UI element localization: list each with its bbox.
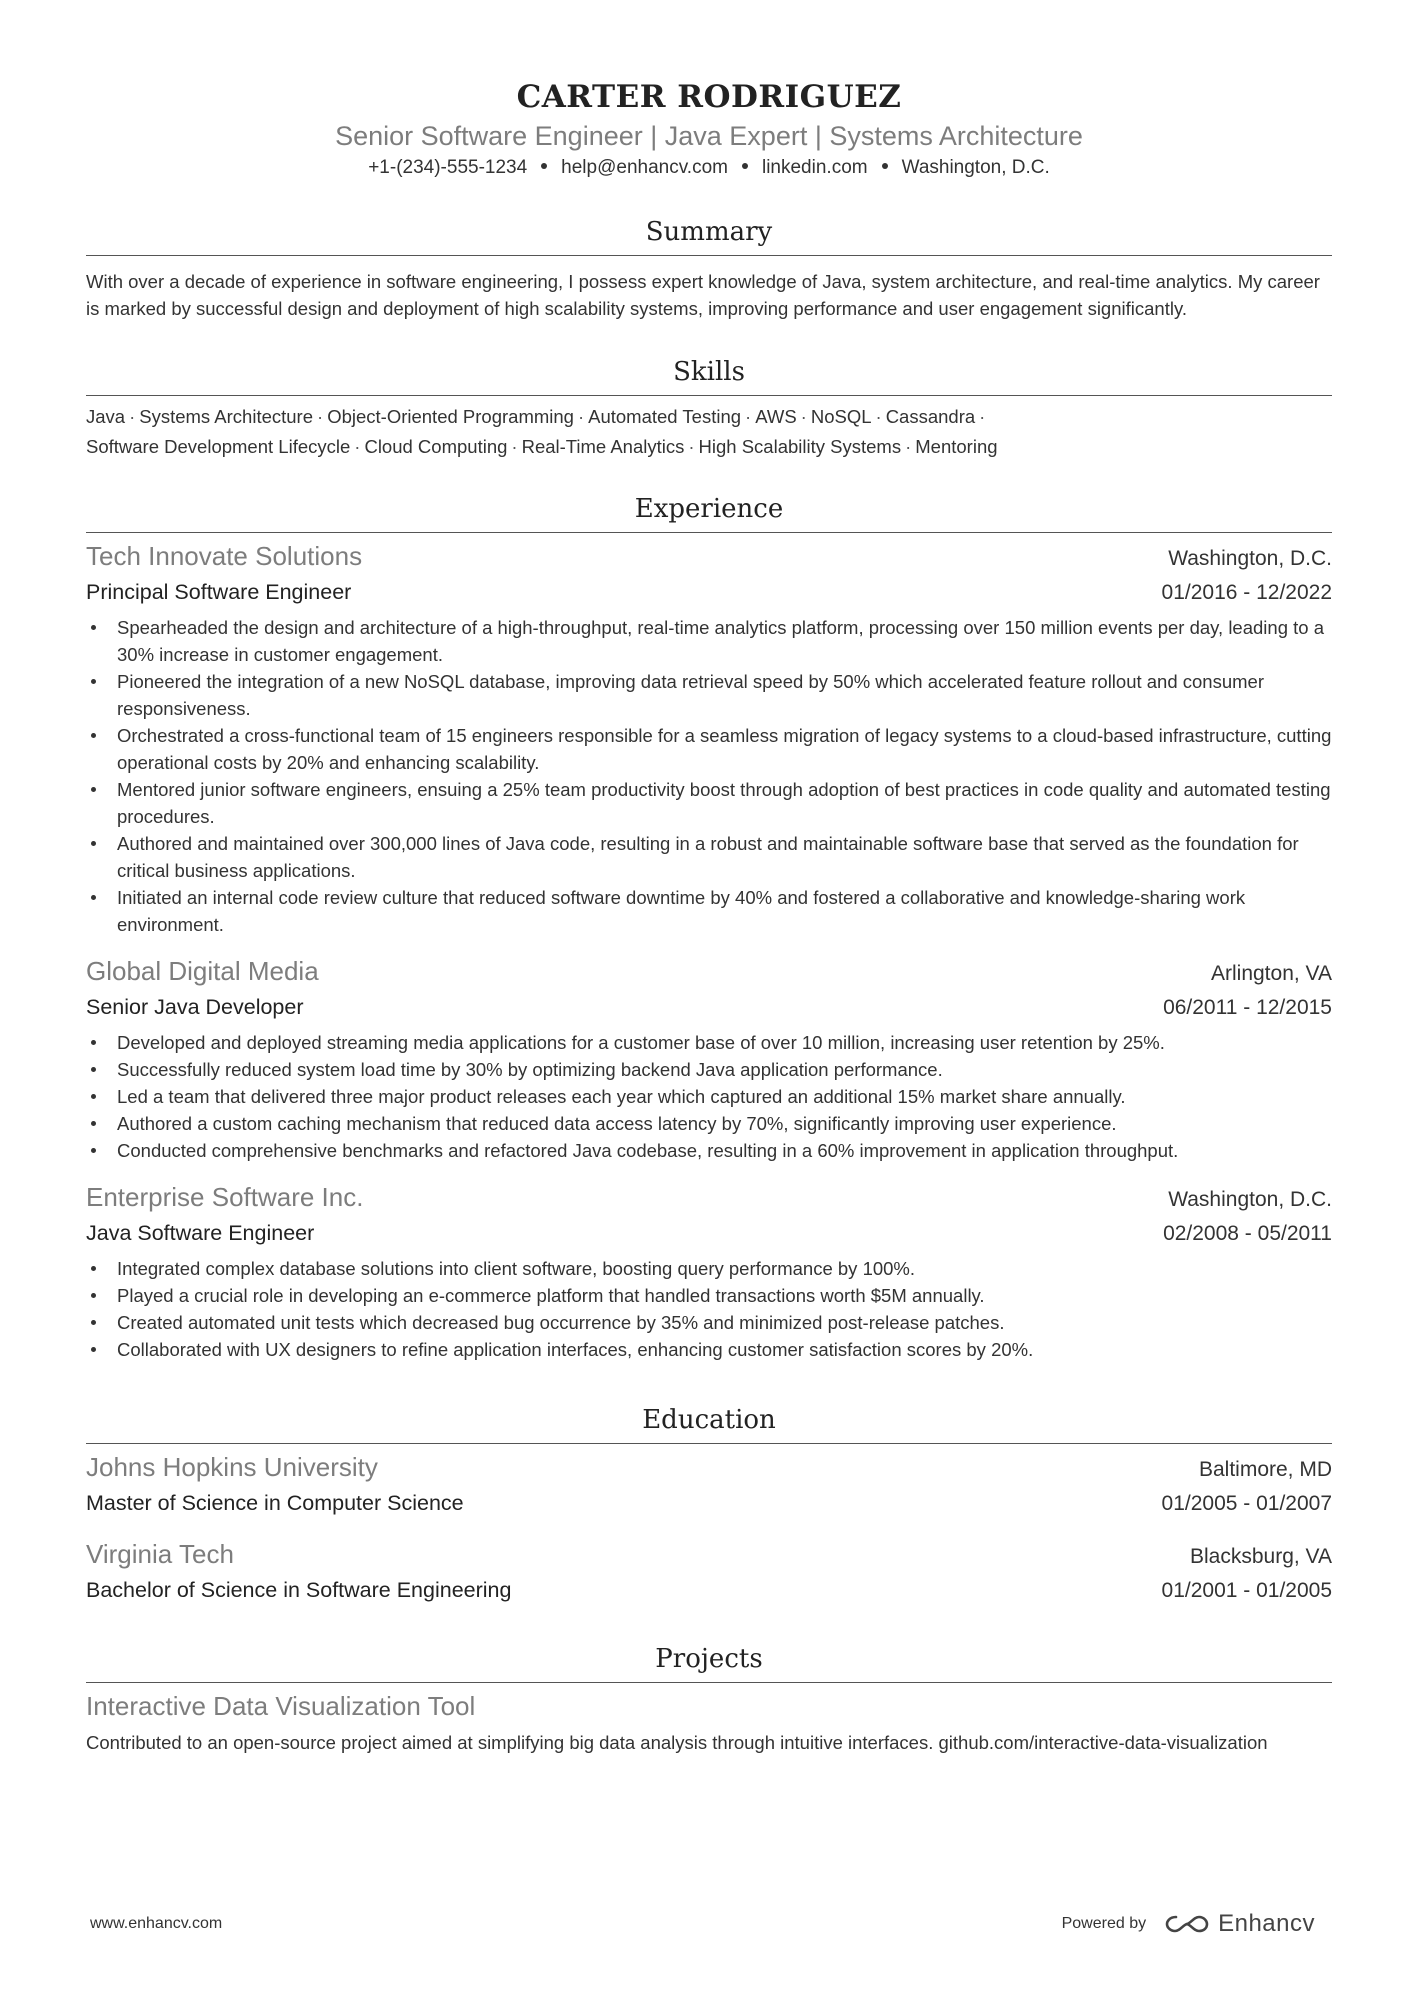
skill-separator: · — [688, 436, 695, 457]
separator-dot — [882, 163, 888, 169]
project-entry — [86, 1689, 1332, 1756]
skill-item: Real-Time Analytics — [521, 436, 685, 457]
enhancv-logo — [1164, 1910, 1315, 1938]
powered-by — [1062, 1910, 1315, 1938]
skills-list — [86, 402, 1332, 462]
skill-item: Systems Architecture — [139, 406, 314, 427]
achievement-item: Led a team that delivered three major product releases each year which captured an additional 15% market share annually. — [86, 1083, 1332, 1110]
company-name: Global Digital Media — [86, 956, 319, 986]
education-dates: 01/2005 - 01/2007 — [1161, 1492, 1332, 1515]
page-footer — [90, 1910, 1315, 1938]
school-location: Baltimore, MD — [1198, 1458, 1332, 1481]
experience-entry — [86, 539, 1332, 938]
skill-item: AWS — [755, 406, 797, 427]
education-entry — [86, 1537, 1332, 1608]
summary-section — [86, 215, 1332, 322]
skill-separator: · — [905, 436, 912, 457]
powered-by-label: Powered by — [1061, 1915, 1147, 1932]
degree-name: Bachelor of Science in Software Engineering — [86, 1578, 512, 1602]
linkedin-link: linkedin.com — [761, 157, 868, 178]
education-entry — [86, 1450, 1332, 1521]
job-location: Washington, D.C. — [1168, 547, 1332, 570]
school-location: Blacksburg, VA — [1189, 1545, 1332, 1568]
section-title-projects: Projects — [655, 1644, 763, 1674]
section-divider — [86, 532, 1332, 533]
achievement-item: Spearheaded the design and architecture of a high-throughput, real-time analytics platform, processing over 150 million events per day, leading to a 30% increase in customer engagement. — [86, 614, 1332, 668]
degree-name: Master of Science in Computer Science — [86, 1491, 464, 1515]
education-section — [86, 1403, 1332, 1608]
skill-separator: · — [317, 406, 324, 427]
skill-item: Software Development Lifecycle — [86, 436, 351, 457]
skill-separator: · — [979, 406, 986, 427]
achievement-item: Authored and maintained over 300,000 lines of Java code, resulting in a robust and maintainable software base that served as the foundation for critical business applications. — [86, 830, 1332, 884]
footer-website-link[interactable]: www.enhancv.com — [90, 1915, 223, 1932]
skill-item: Java — [86, 406, 126, 427]
school-name: Johns Hopkins University — [86, 1452, 378, 1482]
job-title: Java Software Engineer — [86, 1221, 315, 1245]
skills-line — [86, 402, 1332, 432]
phone-number: +1-(234)-555-1234 — [368, 157, 528, 178]
skill-item: High Scalability Systems — [698, 436, 902, 457]
experience-section — [86, 492, 1332, 1363]
contact-location: Washington, D.C. — [901, 157, 1050, 178]
summary-text: With over a decade of experience in software engineering, I possess expert knowledge of Java, system architecture, and real-time analytics. My career is marked by successful design and deployment of high scalability systems, improving performance and user engagement significantly. — [86, 271, 1320, 319]
achievement-item: Mentored junior software engineers, ensuing a 25% team productivity boost through adoption of best practices in code quality and automated testing procedures. — [86, 776, 1332, 830]
job-location: Arlington, VA — [1210, 962, 1332, 985]
separator-dot — [541, 163, 547, 169]
achievement-item: Conducted comprehensive benchmarks and refactored Java codebase, resulting in a 60% improvement in application throughput. — [86, 1137, 1332, 1164]
skill-separator: · — [354, 436, 361, 457]
achievement-item: Collaborated with UX designers to refine application interfaces, enhancing customer satisfaction scores by 20%. — [86, 1336, 1332, 1363]
achievement-item: Created automated unit tests which decreased bug occurrence by 35% and minimized post-release patches. — [86, 1309, 1332, 1336]
achievement-item: Integrated complex database solutions into client software, boosting query performance by 100%. — [86, 1255, 1332, 1282]
email-address: help@enhancv.com — [561, 157, 728, 178]
skill-item: Cassandra — [885, 406, 976, 427]
section-divider — [86, 1443, 1332, 1444]
section-title-experience: Experience — [634, 494, 784, 524]
skill-item: NoSQL — [810, 406, 872, 427]
job-title: Senior Java Developer — [86, 995, 304, 1019]
projects-section — [86, 1642, 1332, 1756]
job-dates: 02/2008 - 05/2011 — [1163, 1222, 1332, 1245]
skill-separator: · — [800, 406, 807, 427]
experience-entry — [86, 954, 1332, 1164]
section-divider — [86, 395, 1332, 396]
skills-section — [86, 355, 1332, 462]
achievement-item: Successfully reduced system load time by 30% by optimizing backend Java application performance. — [86, 1056, 1332, 1083]
skill-item: Object-Oriented Programming — [327, 406, 574, 427]
company-name: Tech Innovate Solutions — [86, 541, 363, 571]
experience-entry — [86, 1180, 1332, 1363]
section-divider — [86, 255, 1332, 256]
education-dates: 01/2001 - 01/2005 — [1161, 1579, 1332, 1602]
achievement-item: Pioneered the integration of a new NoSQL database, improving data retrieval speed by 50% which accelerated feature rollout and consumer responsiveness. — [86, 668, 1332, 722]
job-title: Principal Software Engineer — [86, 580, 352, 604]
achievement-item: Orchestrated a cross-functional team of 15 engineers responsible for a seamless migration of legacy systems to a cloud-based infrastructure, cutting operational costs by 20% and enhancing scalability. — [86, 722, 1332, 776]
skill-item: Automated Testing — [588, 406, 742, 427]
skill-item: Cloud Computing — [364, 436, 508, 457]
skill-separator: · — [875, 406, 882, 427]
skill-separator: · — [511, 436, 518, 457]
achievement-item: Initiated an internal code review culture that reduced software downtime by 40% and fostered a collaborative and knowledge-sharing work environment. — [86, 884, 1332, 938]
skill-separator: · — [577, 406, 585, 427]
job-dates: 06/2011 - 12/2015 — [1163, 996, 1332, 1019]
achievement-list — [86, 614, 1332, 938]
candidate-name: CARTER RODRIGUEZ — [516, 79, 902, 115]
achievement-item: Developed and deployed streaming media applications for a customer base of over 10 million, increasing user retention by 25%. — [86, 1029, 1332, 1056]
resume-page — [86, 0, 1332, 1756]
skill-separator: · — [129, 406, 136, 427]
project-name: Interactive Data Visualization Tool — [86, 1691, 476, 1721]
contact-line — [86, 155, 1332, 181]
section-divider — [86, 1682, 1332, 1683]
achievement-list — [86, 1029, 1332, 1164]
skill-item: Mentoring — [915, 436, 998, 457]
achievement-item: Played a crucial role in developing an e-commerce platform that handled transactions worth $5M annually. — [86, 1282, 1332, 1309]
skill-separator: · — [745, 406, 752, 427]
project-description: Contributed to an open-source project aimed at simplifying big data analysis through intuitive interfaces. github.com/interactive-data-visualization — [86, 1732, 1268, 1753]
enhancv-logo-icon — [1164, 1912, 1210, 1936]
job-location: Washington, D.C. — [1168, 1188, 1332, 1211]
achievement-list — [86, 1255, 1332, 1363]
candidate-headline: Senior Software Engineer | Java Expert | Systems Architecture — [335, 121, 1083, 151]
resume-header — [86, 0, 1332, 181]
company-name: Enterprise Software Inc. — [86, 1182, 364, 1212]
job-dates: 01/2016 - 12/2022 — [1161, 581, 1332, 604]
section-title-education: Education — [642, 1405, 776, 1435]
achievement-item: Authored a custom caching mechanism that reduced data access latency by 70%, significantly improving user experience. — [86, 1110, 1332, 1137]
school-name: Virginia Tech — [86, 1539, 234, 1569]
enhancv-logo-text: Enhancv — [1218, 1910, 1315, 1937]
section-title-summary: Summary — [645, 217, 773, 247]
separator-dot — [742, 163, 748, 169]
skills-line — [86, 432, 1332, 462]
section-title-skills: Skills — [673, 357, 745, 387]
